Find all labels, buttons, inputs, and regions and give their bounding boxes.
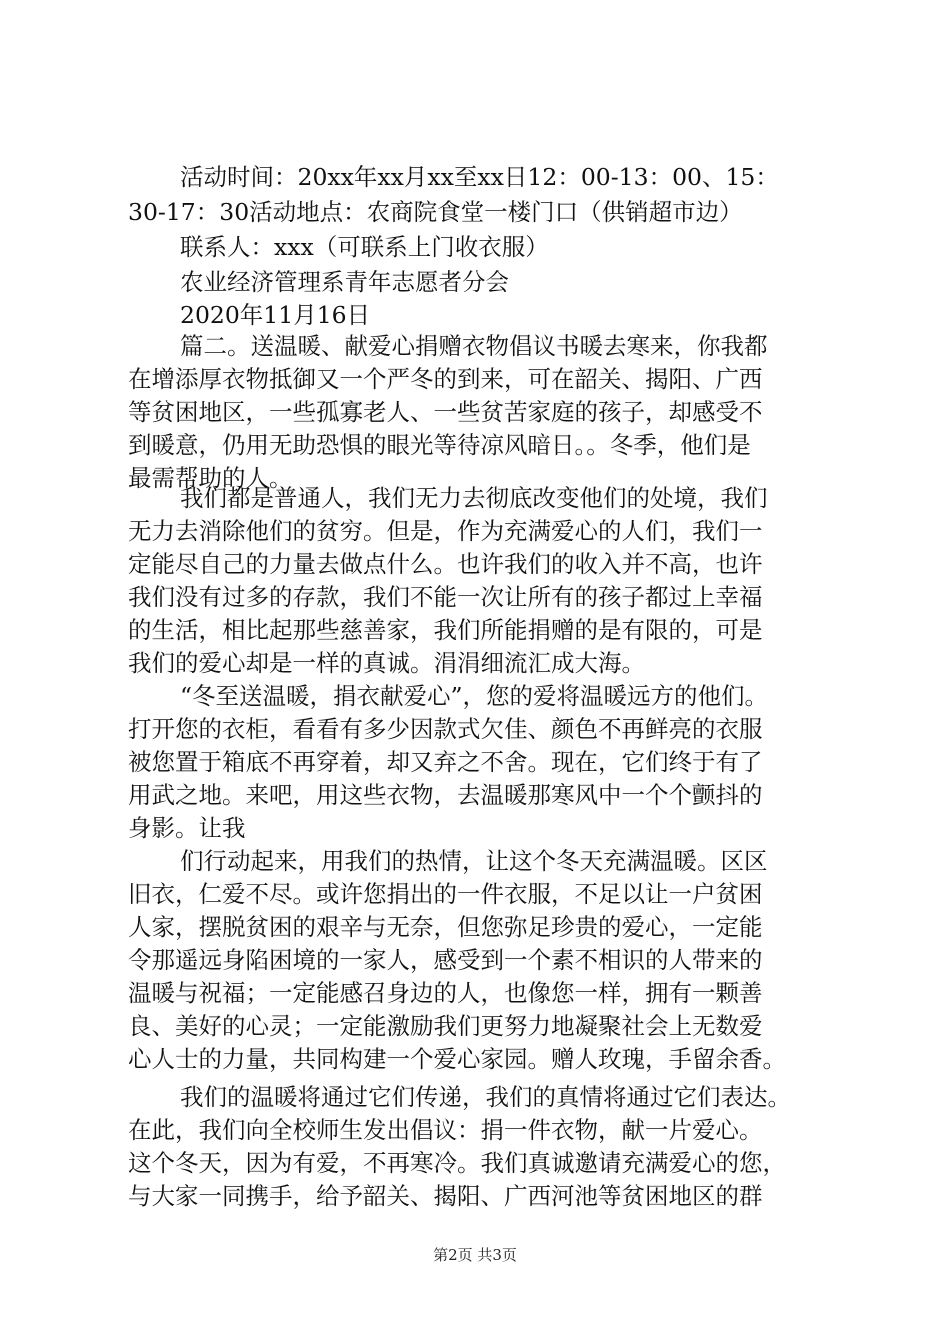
text-line: 身影。让我 bbox=[128, 814, 246, 842]
text-line: 篇二。送温暖、献爱心捐赠衣物倡议书暖去寒来，你我都 bbox=[180, 332, 768, 360]
text-line: 在此，我们向全校师生发出倡议：捐一件衣物，献一片爱心。 bbox=[128, 1116, 763, 1144]
text-line: 定能尽自己的力量去做点什么。也许我们的收入并不高，也许 bbox=[128, 550, 763, 578]
text-line: 的生活，相比起那些慈善家，我们所能捐赠的是有限的，可是 bbox=[128, 616, 763, 644]
text-line: 我们的温暖将通过它们传递，我们的真情将通过它们表达。 bbox=[180, 1083, 791, 1111]
text-line: 我们没有过多的存款，我们不能一次让所有的孩子都过上幸福 bbox=[128, 583, 763, 611]
text-line: 人家，摆脱贫困的艰辛与无奈，但您弥足珍贵的爱心，一定能 bbox=[128, 913, 763, 941]
text-line: 令那遥远身陷困境的一家人，感受到一个素不相识的人带来的 bbox=[128, 946, 763, 974]
text-line: 最需帮助的人。 bbox=[128, 464, 293, 492]
text-line: 等贫困地区，一些孤寡老人、一些贫苦家庭的孩子，却感受不 bbox=[128, 398, 763, 426]
text-line: “冬至送温暖，捐衣献爱心”，您的爱将温暖远方的他们。 bbox=[180, 682, 769, 710]
text-line: 打开您的衣柜，看看有多少因款式欠佳、颜色不再鲜亮的衣服 bbox=[128, 715, 763, 743]
text-line: 我们的爱心却是一样的真诚。涓涓细流汇成大海。 bbox=[128, 649, 645, 677]
text-line: 到暖意，仍用无助恐惧的眼光等待凉风暗日。。冬季，他们是 bbox=[128, 431, 751, 459]
text-line: 联系人：xxx（可联系上门收衣服） bbox=[180, 233, 549, 261]
text-line: 无力去消除他们的贫穷。但是，作为充满爱心的人们，我们一 bbox=[128, 517, 763, 545]
text-line: 们行动起来，用我们的热情，让这个冬天充满温暖。区区 bbox=[180, 847, 768, 875]
text-line: 旧衣，仁爱不尽。或许您捐出的一件衣服，不足以让一户贫困 bbox=[128, 880, 763, 908]
text-line: 这个冬天，因为有爱，不再寒冷。我们真诚邀请充满爱心的您， bbox=[128, 1149, 786, 1177]
text-line: 温暖与祝福；一定能感召身边的人，也像您一样，拥有一颗善 bbox=[128, 979, 763, 1007]
page-number-footer: 第2页 共3页 bbox=[433, 1246, 517, 1264]
text-line: 在增添厚衣物抵御又一个严冬的到来，可在韶关、揭阳、广西 bbox=[128, 365, 763, 393]
text-line: 被您置于箱底不再穿着，却又弃之不舍。现在，它们终于有了 bbox=[128, 748, 763, 776]
text-line: 活动时间：20xx年xx月xx至xx日12：00-13：00、15： bbox=[180, 163, 779, 191]
text-line: 与大家一同携手，给予韶关、揭阳、广西河池等贫困地区的群 bbox=[128, 1182, 763, 1210]
text-line: 用武之地。来吧，用这些衣物，去温暖那寒风中一个个颤抖的 bbox=[128, 781, 763, 809]
text-line: 良、美好的心灵；一定能激励我们更努力地凝聚社会上无数爱 bbox=[128, 1012, 763, 1040]
text-line: 农业经济管理系青年志愿者分会 bbox=[180, 268, 509, 296]
text-line: 心人士的力量，共同构建一个爱心家园。赠人玫瑰，手留余香。 bbox=[128, 1045, 786, 1073]
text-line: 30-17：30活动地点：农商院食堂一楼门口（供销超市边） bbox=[128, 198, 743, 226]
text-line: 2020年11月16日 bbox=[180, 301, 371, 329]
text-line: 我们都是普通人，我们无力去彻底改变他们的处境，我们 bbox=[180, 484, 768, 512]
